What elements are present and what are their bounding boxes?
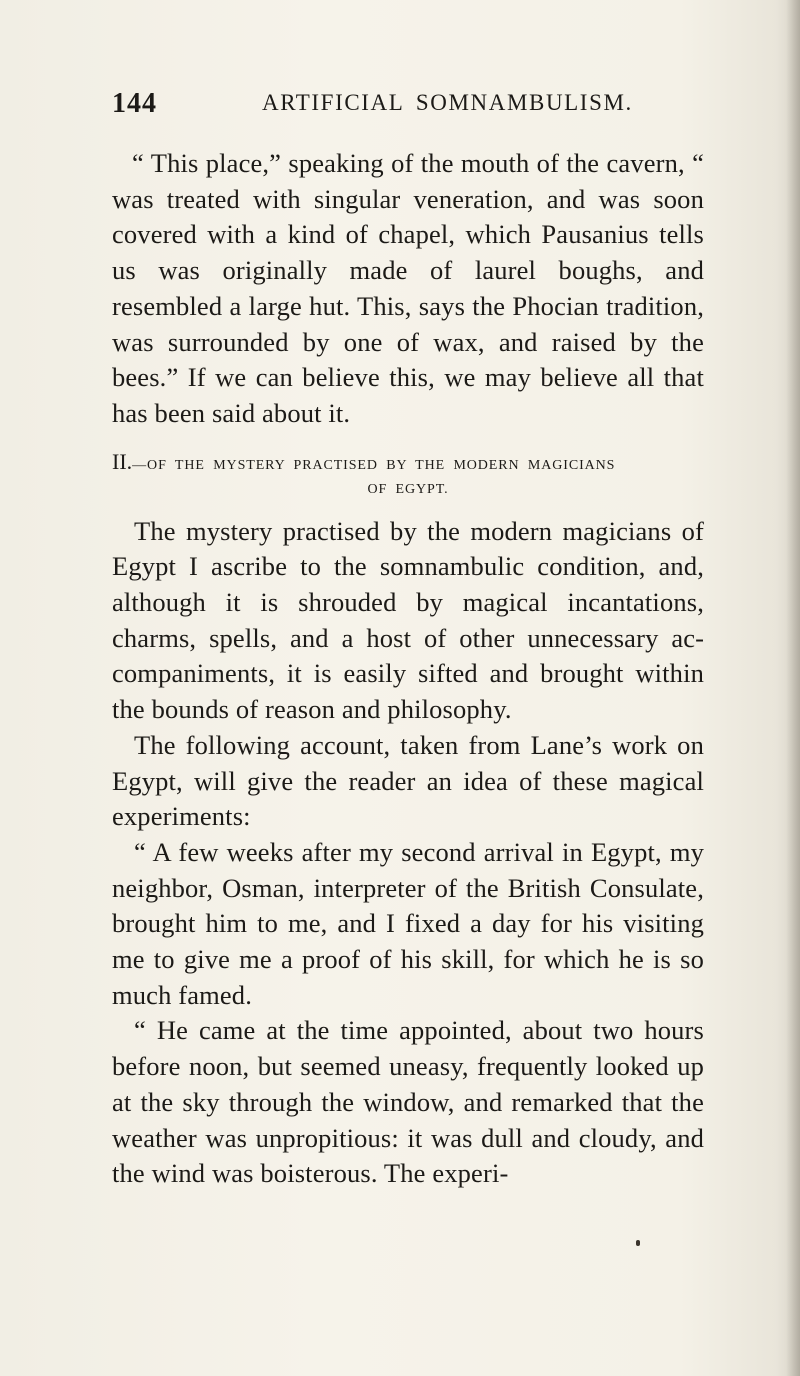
paragraph-4: “ A few weeks after my second arrival in Egypt, my neighbor, Osman, interpreter of the British Consulate, brought him to me, and I fixed a day for his visiting me to give me a proof of his skill, for which he is so much famed.	[112, 836, 704, 1010]
section-heading-line-1	[112, 450, 704, 478]
section-numeral: II.	[112, 448, 133, 474]
running-title: ARTIFICIAL SOMNAMBULISM.	[262, 90, 633, 115]
section-heading	[112, 450, 704, 502]
paragraph-1: “ This place,” speaking of the mouth of the cavern, “ was treated with singular veneration, and was soon covered with a kind of chapel, which Pausanius tells us was originally made of laurel boughs, and resembled a large hut. This, says the Phocian tradition, was surrounded by one of wax, and raised by the bees.” If we can believe this, we may believe all that has been said about it.	[112, 148, 704, 428]
page-header	[112, 88, 704, 128]
paragraph-3: The following account, taken from Lane’s work on Egypt, will give the reader an idea of these magical experiments:	[112, 729, 704, 832]
page-edge-shadow	[786, 0, 800, 1376]
body-text	[112, 146, 704, 1192]
paragraph-2: The mystery practised by the modern magicians of Egypt I ascribe to the somnambulic condition, and, although it is shrouded by magical incantations, charms, spells, and a host of other unnecessary accompaniments, it is easily sifted and brought within the bounds of reason and philosophy.	[112, 515, 704, 725]
page-number: 144	[112, 88, 157, 119]
section-title-line-1: —OF THE MYSTERY PRACTISED BY THE MODERN MAGICIANS	[132, 457, 616, 473]
paragraph-5: “ He came at the time appointed, about two hours before noon, but seemed uneasy, frequently looked up at the sky through the window, and remarked that the weather was unpropitious: it was dull and cloudy, and the wind was boisterous. The experi-	[112, 1015, 704, 1189]
ink-speck	[636, 1240, 640, 1246]
section-title-line-2: OF EGYPT.	[367, 481, 449, 497]
